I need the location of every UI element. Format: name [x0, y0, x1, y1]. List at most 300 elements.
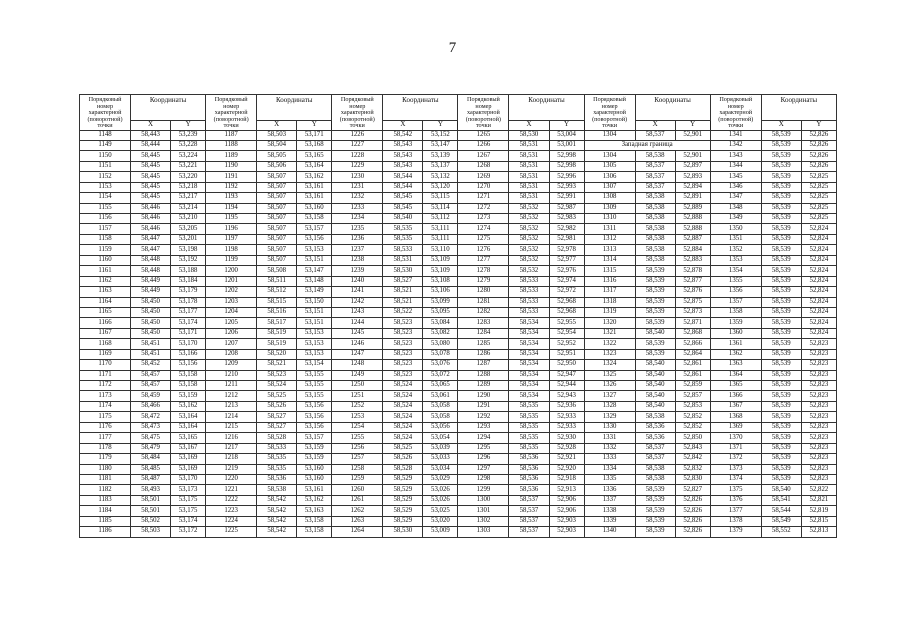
y-coordinate-cell: 52,823 [801, 464, 836, 474]
x-coordinate-cell: 58,507 [257, 182, 297, 192]
point-number-cell: 1301 [458, 506, 509, 516]
x-coordinate-cell: 58,449 [131, 287, 171, 297]
x-coordinate-cell: 58,539 [761, 360, 801, 370]
point-number-cell: 1183 [80, 495, 131, 505]
x-coordinate-cell: 58,538 [635, 193, 675, 203]
x-coordinate-cell: 58,457 [131, 370, 171, 380]
y-coordinate-cell: 53,179 [171, 287, 206, 297]
point-number-cell: 1224 [206, 516, 257, 526]
header-x-label: X [635, 120, 675, 130]
point-number-cell: 1244 [332, 318, 383, 328]
x-coordinate-cell: 58,539 [761, 276, 801, 286]
point-number-cell: 1260 [332, 485, 383, 495]
point-number-cell: 1240 [332, 276, 383, 286]
y-coordinate-cell: 52,826 [801, 161, 836, 171]
y-coordinate-cell: 53,115 [423, 193, 458, 203]
x-coordinate-cell: 58,459 [131, 391, 171, 401]
point-number-cell: 1295 [458, 443, 509, 453]
point-number-cell: 1156 [80, 214, 131, 224]
y-coordinate-cell: 52,815 [801, 516, 836, 526]
point-number-cell: 1372 [710, 454, 761, 464]
x-coordinate-cell: 58,446 [131, 224, 171, 234]
x-coordinate-cell: 58,537 [635, 182, 675, 192]
point-number-cell: 1172 [80, 381, 131, 391]
table-row [80, 464, 837, 474]
point-number-cell: 1192 [206, 182, 257, 192]
y-coordinate-cell: 52,813 [801, 527, 836, 537]
point-number-cell: 1212 [206, 391, 257, 401]
y-coordinate-cell: 53,164 [171, 422, 206, 432]
y-coordinate-cell: 53,114 [423, 203, 458, 213]
point-number-cell: 1277 [458, 255, 509, 265]
x-coordinate-cell: 58,552 [761, 527, 801, 537]
table-row [80, 172, 837, 182]
point-number-cell: 1332 [584, 443, 635, 453]
x-coordinate-cell: 58,537 [509, 516, 549, 526]
y-coordinate-cell: 52,823 [801, 360, 836, 370]
table-row [80, 203, 837, 213]
x-coordinate-cell: 58,539 [761, 339, 801, 349]
point-number-cell: 1305 [584, 161, 635, 171]
y-coordinate-cell: 52,823 [801, 454, 836, 464]
y-coordinate-cell: 52,943 [549, 391, 584, 401]
y-coordinate-cell: 52,852 [675, 422, 710, 432]
point-number-cell: 1274 [458, 224, 509, 234]
point-number-cell: 1180 [80, 464, 131, 474]
y-coordinate-cell: 52,933 [549, 422, 584, 432]
point-number-cell: 1297 [458, 464, 509, 474]
x-coordinate-cell: 58,539 [761, 161, 801, 171]
x-coordinate-cell: 58,508 [257, 266, 297, 276]
x-coordinate-cell: 58,539 [635, 318, 675, 328]
table-row [80, 370, 837, 380]
point-number-cell: 1209 [206, 360, 257, 370]
point-number-cell: 1239 [332, 266, 383, 276]
y-coordinate-cell: 52,930 [549, 433, 584, 443]
y-coordinate-cell: 53,151 [297, 255, 332, 265]
y-coordinate-cell: 52,968 [549, 307, 584, 317]
y-coordinate-cell: 52,996 [549, 172, 584, 182]
x-coordinate-cell: 58,532 [509, 214, 549, 224]
point-number-cell: 1371 [710, 443, 761, 453]
y-coordinate-cell: 52,823 [801, 443, 836, 453]
x-coordinate-cell: 58,535 [509, 422, 549, 432]
y-coordinate-cell: 52,906 [549, 495, 584, 505]
point-number-cell: 1349 [710, 214, 761, 224]
x-coordinate-cell: 58,534 [509, 370, 549, 380]
point-number-cell: 1216 [206, 433, 257, 443]
x-coordinate-cell: 58,519 [257, 339, 297, 349]
point-number-cell: 1155 [80, 203, 131, 213]
y-coordinate-cell: 53,161 [297, 485, 332, 495]
point-number-cell: 1246 [332, 339, 383, 349]
header-point-label: Порядковый номер характерной (поворотной) точки [710, 95, 761, 131]
y-coordinate-cell: 53,160 [297, 474, 332, 484]
point-number-cell: 1173 [80, 391, 131, 401]
x-coordinate-cell: 58,507 [257, 234, 297, 244]
x-coordinate-cell: 58,540 [635, 328, 675, 338]
point-number-cell: 1360 [710, 328, 761, 338]
x-coordinate-cell: 58,540 [635, 360, 675, 370]
y-coordinate-cell: 53,137 [423, 161, 458, 171]
point-number-cell: 1303 [458, 527, 509, 537]
y-coordinate-cell: 53,039 [423, 443, 458, 453]
x-coordinate-cell: 58,531 [509, 140, 549, 150]
x-coordinate-cell: 58,545 [383, 193, 423, 203]
point-number-cell: 1327 [584, 391, 635, 401]
point-number-cell: 1337 [584, 495, 635, 505]
point-number-cell: 1364 [710, 370, 761, 380]
x-coordinate-cell: 58,542 [257, 527, 297, 537]
y-coordinate-cell: 53,158 [297, 214, 332, 224]
x-coordinate-cell: 58,501 [131, 506, 171, 516]
y-coordinate-cell: 53,163 [297, 506, 332, 516]
header-point-label: Порядковый номер характерной (поворотной) точки [332, 95, 383, 131]
point-number-cell: 1211 [206, 381, 257, 391]
point-number-cell: 1319 [584, 307, 635, 317]
x-coordinate-cell: 58,549 [761, 516, 801, 526]
y-coordinate-cell: 53,152 [423, 130, 458, 140]
point-number-cell: 1373 [710, 464, 761, 474]
y-coordinate-cell: 52,871 [675, 318, 710, 328]
x-coordinate-cell: 58,538 [635, 224, 675, 234]
y-coordinate-cell: 53,029 [423, 474, 458, 484]
x-coordinate-cell: 58,535 [257, 464, 297, 474]
y-coordinate-cell: 53,164 [171, 412, 206, 422]
table-row [80, 140, 837, 150]
x-coordinate-cell: 58,539 [761, 391, 801, 401]
point-number-cell: 1376 [710, 495, 761, 505]
point-number-cell: 1370 [710, 433, 761, 443]
y-coordinate-cell: 52,998 [549, 161, 584, 171]
point-number-cell: 1188 [206, 140, 257, 150]
x-coordinate-cell: 58,539 [761, 193, 801, 203]
table-row [80, 245, 837, 255]
point-number-cell: 1378 [710, 516, 761, 526]
x-coordinate-cell: 58,533 [509, 297, 549, 307]
point-number-cell: 1254 [332, 422, 383, 432]
y-coordinate-cell: 53,188 [171, 266, 206, 276]
point-number-cell: 1267 [458, 151, 509, 161]
point-number-cell: 1226 [332, 130, 383, 140]
x-coordinate-cell: 58,539 [761, 214, 801, 224]
x-coordinate-cell: 58,544 [383, 172, 423, 182]
y-coordinate-cell: 53,072 [423, 370, 458, 380]
y-coordinate-cell: 52,955 [549, 318, 584, 328]
y-coordinate-cell: 53,172 [171, 527, 206, 537]
point-number-cell: 1294 [458, 433, 509, 443]
x-coordinate-cell: 58,533 [509, 287, 549, 297]
x-coordinate-cell: 58,448 [131, 255, 171, 265]
y-coordinate-cell: 53,148 [297, 276, 332, 286]
x-coordinate-cell: 58,527 [257, 412, 297, 422]
point-number-cell: 1190 [206, 161, 257, 171]
y-coordinate-cell: 52,859 [675, 381, 710, 391]
x-coordinate-cell: 58,534 [509, 381, 549, 391]
point-number-cell: 1164 [80, 297, 131, 307]
point-number-cell: 1355 [710, 276, 761, 286]
point-number-cell: 1194 [206, 203, 257, 213]
x-coordinate-cell: 58,487 [131, 474, 171, 484]
point-number-cell: 1283 [458, 318, 509, 328]
point-number-cell: 1273 [458, 214, 509, 224]
x-coordinate-cell: 58,534 [509, 391, 549, 401]
point-number-cell: 1242 [332, 297, 383, 307]
y-coordinate-cell: 53,205 [171, 224, 206, 234]
table-row [80, 422, 837, 432]
point-number-cell: 1312 [584, 234, 635, 244]
y-coordinate-cell: 52,832 [675, 464, 710, 474]
y-coordinate-cell: 53,025 [423, 506, 458, 516]
y-coordinate-cell: 53,058 [423, 412, 458, 422]
point-number-cell: 1304 [584, 130, 635, 140]
x-coordinate-cell: 58,534 [509, 360, 549, 370]
header-point-label: Порядковый номер характерной (поворотной) точки [584, 95, 635, 131]
x-coordinate-cell: 58,532 [509, 224, 549, 234]
table-header [80, 95, 837, 131]
header-x-label: X [131, 120, 171, 130]
point-number-cell: 1236 [332, 234, 383, 244]
point-number-cell: 1344 [710, 161, 761, 171]
y-coordinate-cell: 52,824 [801, 245, 836, 255]
x-coordinate-cell: 58,538 [635, 474, 675, 484]
y-coordinate-cell: 52,906 [549, 506, 584, 516]
y-coordinate-cell: 53,170 [171, 339, 206, 349]
x-coordinate-cell: 58,537 [635, 172, 675, 182]
x-coordinate-cell: 58,450 [131, 328, 171, 338]
y-coordinate-cell: 52,913 [549, 485, 584, 495]
y-coordinate-cell: 52,826 [801, 130, 836, 140]
point-number-cell: 1334 [584, 464, 635, 474]
header-coords-label: Координаты [509, 95, 584, 121]
x-coordinate-cell: 58,485 [131, 464, 171, 474]
y-coordinate-cell: 52,968 [549, 297, 584, 307]
point-number-cell: 1157 [80, 224, 131, 234]
point-number-cell: 1341 [710, 130, 761, 140]
point-number-cell: 1270 [458, 182, 509, 192]
point-number-cell: 1201 [206, 276, 257, 286]
x-coordinate-cell: 58,527 [257, 422, 297, 432]
point-number-cell: 1280 [458, 287, 509, 297]
y-coordinate-cell: 52,947 [549, 370, 584, 380]
point-number-cell: 1315 [584, 266, 635, 276]
x-coordinate-cell: 58,537 [635, 443, 675, 453]
x-coordinate-cell: 58,524 [383, 391, 423, 401]
point-number-cell: 1185 [80, 516, 131, 526]
point-number-cell: 1168 [80, 339, 131, 349]
y-coordinate-cell: 52,877 [675, 276, 710, 286]
x-coordinate-cell: 58,540 [761, 485, 801, 495]
point-number-cell: 1237 [332, 245, 383, 255]
point-number-cell: 1302 [458, 516, 509, 526]
y-coordinate-cell: 53,076 [423, 360, 458, 370]
point-number-cell: 1352 [710, 245, 761, 255]
point-number-cell: 1206 [206, 328, 257, 338]
table-row [80, 224, 837, 234]
x-coordinate-cell: 58,536 [635, 422, 675, 432]
point-number-cell: 1333 [584, 454, 635, 464]
x-coordinate-cell: 58,543 [383, 140, 423, 150]
x-coordinate-cell: 58,536 [509, 464, 549, 474]
table-row [80, 349, 837, 359]
x-coordinate-cell: 58,473 [131, 422, 171, 432]
y-coordinate-cell: 53,111 [423, 234, 458, 244]
point-number-cell: 1198 [206, 245, 257, 255]
point-number-cell: 1204 [206, 307, 257, 317]
y-coordinate-cell: 53,082 [423, 328, 458, 338]
point-number-cell: 1271 [458, 193, 509, 203]
point-number-cell: 1356 [710, 287, 761, 297]
table-row [80, 130, 837, 140]
x-coordinate-cell: 58,539 [635, 506, 675, 516]
y-coordinate-cell: 53,159 [297, 443, 332, 453]
table-row [80, 193, 837, 203]
x-coordinate-cell: 58,541 [761, 495, 801, 505]
x-coordinate-cell: 58,540 [635, 370, 675, 380]
table-row [80, 516, 837, 526]
point-number-cell: 1322 [584, 339, 635, 349]
y-coordinate-cell: 52,852 [675, 412, 710, 422]
x-coordinate-cell: 58,534 [509, 339, 549, 349]
y-coordinate-cell: 53,224 [171, 151, 206, 161]
y-coordinate-cell: 52,936 [549, 401, 584, 411]
y-coordinate-cell: 52,868 [675, 328, 710, 338]
y-coordinate-cell: 52,826 [675, 527, 710, 537]
x-coordinate-cell: 58,532 [509, 203, 549, 213]
y-coordinate-cell: 52,928 [549, 443, 584, 453]
x-coordinate-cell: 58,539 [635, 276, 675, 286]
y-coordinate-cell: 52,827 [675, 485, 710, 495]
y-coordinate-cell: 53,174 [171, 516, 206, 526]
header-x-label: X [761, 120, 801, 130]
point-number-cell: 1220 [206, 474, 257, 484]
x-coordinate-cell: 58,539 [761, 454, 801, 464]
y-coordinate-cell: 53,110 [423, 245, 458, 255]
y-coordinate-cell: 53,168 [297, 140, 332, 150]
table-row [80, 214, 837, 224]
y-coordinate-cell: 52,897 [675, 161, 710, 171]
point-number-cell: 1348 [710, 203, 761, 213]
page-number: 7 [448, 40, 457, 56]
point-number-cell: 1184 [80, 506, 131, 516]
point-number-cell: 1233 [332, 203, 383, 213]
point-number-cell: 1161 [80, 266, 131, 276]
x-coordinate-cell: 58,535 [509, 433, 549, 443]
point-number-cell: 1229 [332, 161, 383, 171]
point-number-cell: 1276 [458, 245, 509, 255]
point-number-cell: 1217 [206, 443, 257, 453]
point-number-cell: 1178 [80, 443, 131, 453]
y-coordinate-cell: 52,826 [801, 140, 836, 150]
y-coordinate-cell: 52,823 [801, 391, 836, 401]
y-coordinate-cell: 53,161 [297, 182, 332, 192]
x-coordinate-cell: 58,539 [635, 485, 675, 495]
y-coordinate-cell: 53,033 [423, 454, 458, 464]
y-coordinate-cell: 52,823 [801, 349, 836, 359]
point-number-cell: 1182 [80, 485, 131, 495]
x-coordinate-cell: 58,539 [761, 349, 801, 359]
x-coordinate-cell: 58,537 [509, 495, 549, 505]
y-coordinate-cell: 53,155 [297, 370, 332, 380]
x-coordinate-cell: 58,531 [383, 255, 423, 265]
point-number-cell: 1304 [584, 151, 635, 161]
point-number-cell: 1160 [80, 255, 131, 265]
x-coordinate-cell: 58,450 [131, 297, 171, 307]
point-number-cell: 1320 [584, 318, 635, 328]
x-coordinate-cell: 58,449 [131, 276, 171, 286]
x-coordinate-cell: 58,536 [635, 433, 675, 443]
point-number-cell: 1306 [584, 172, 635, 182]
point-number-cell: 1154 [80, 193, 131, 203]
y-coordinate-cell: 53,210 [171, 214, 206, 224]
x-coordinate-cell: 58,457 [131, 381, 171, 391]
y-coordinate-cell: 52,823 [801, 370, 836, 380]
y-coordinate-cell: 53,157 [297, 224, 332, 234]
x-coordinate-cell: 58,523 [257, 370, 297, 380]
y-coordinate-cell: 53,156 [297, 234, 332, 244]
y-coordinate-cell: 52,876 [675, 287, 710, 297]
point-number-cell: 1215 [206, 422, 257, 432]
x-coordinate-cell: 58,532 [509, 234, 549, 244]
y-coordinate-cell: 53,171 [297, 130, 332, 140]
y-coordinate-cell: 52,823 [801, 339, 836, 349]
x-coordinate-cell: 58,446 [131, 214, 171, 224]
y-coordinate-cell: 52,823 [801, 474, 836, 484]
y-coordinate-cell: 52,824 [801, 276, 836, 286]
point-number-cell: 1149 [80, 140, 131, 150]
y-coordinate-cell: 53,167 [171, 443, 206, 453]
x-coordinate-cell: 58,539 [635, 516, 675, 526]
y-coordinate-cell: 53,228 [171, 140, 206, 150]
point-number-cell: 1148 [80, 130, 131, 140]
table-row [80, 339, 837, 349]
x-coordinate-cell: 58,523 [383, 328, 423, 338]
point-number-cell: 1150 [80, 151, 131, 161]
y-coordinate-cell: 52,857 [675, 391, 710, 401]
point-number-cell: 1313 [584, 245, 635, 255]
y-coordinate-cell: 53,147 [423, 140, 458, 150]
y-coordinate-cell: 53,054 [423, 433, 458, 443]
y-coordinate-cell: 52,972 [549, 287, 584, 297]
point-number-cell: 1262 [332, 506, 383, 516]
y-coordinate-cell: 52,952 [549, 339, 584, 349]
y-coordinate-cell: 53,175 [171, 506, 206, 516]
y-coordinate-cell: 53,156 [171, 360, 206, 370]
y-coordinate-cell: 52,843 [675, 443, 710, 453]
y-coordinate-cell: 52,824 [801, 318, 836, 328]
point-number-cell: 1331 [584, 433, 635, 443]
x-coordinate-cell: 58,537 [635, 161, 675, 171]
y-coordinate-cell: 53,160 [297, 464, 332, 474]
point-number-cell: 1265 [458, 130, 509, 140]
point-number-cell: 1293 [458, 422, 509, 432]
y-coordinate-cell: 52,824 [801, 287, 836, 297]
point-number-cell: 1326 [584, 381, 635, 391]
y-coordinate-cell: 53,120 [423, 182, 458, 192]
point-number-cell: 1230 [332, 172, 383, 182]
y-coordinate-cell: 52,894 [675, 182, 710, 192]
y-coordinate-cell: 53,214 [171, 203, 206, 213]
table-row [80, 506, 837, 516]
y-coordinate-cell: 52,981 [549, 234, 584, 244]
y-coordinate-cell: 52,983 [549, 214, 584, 224]
x-coordinate-cell: 58,506 [257, 161, 297, 171]
y-coordinate-cell: 53,109 [423, 255, 458, 265]
y-coordinate-cell: 53,169 [171, 454, 206, 464]
point-number-cell: 1163 [80, 287, 131, 297]
y-coordinate-cell: 53,198 [171, 245, 206, 255]
header-x-label: X [257, 120, 297, 130]
